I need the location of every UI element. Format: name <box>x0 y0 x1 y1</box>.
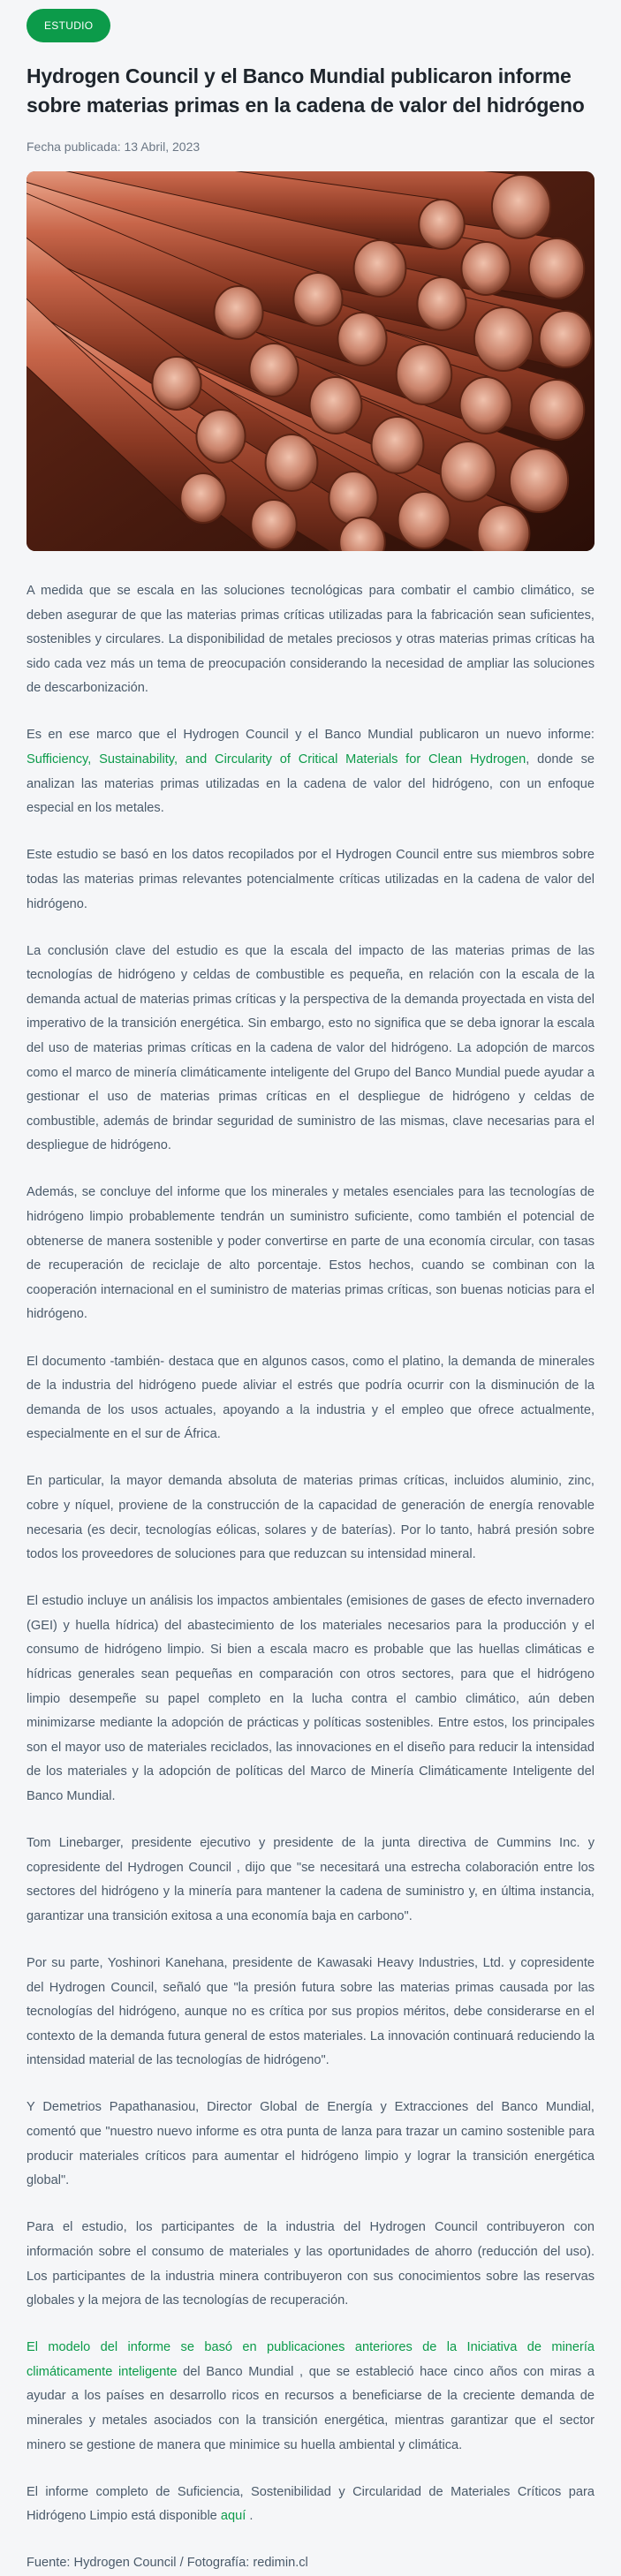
copper-rods-photo <box>27 171 594 551</box>
copper-rod-end <box>251 500 297 549</box>
paragraph: El estudio incluye un análisis los impactos ambientales (emisiones de gases de efecto invernadero (GEI) y huella hídrica) del abastecimiento de los materiales necesarios para la producción y el consumo de hidrógeno limpio. Si bien a escala macro es probable que las huellas climáticas e hídricas generales sean pequeñas en comparación con otros sectores, para que el hidrógeno limpio desempeñe su papel completo en la lucha contra el cambio climático, aún deben minimizarse mediante la adopción de prácticas y políticas sostenibles. Entre estos, los principales son el mayor uso de materiales reciclados, las innovaciones en el diseño para reducir la intensidad de los materiales y la adopción de políticas del Marco de Minería Climáticamente Inteligente del Banco Mundial. <box>27 1594 594 1804</box>
paragraph-text: . <box>246 2509 254 2524</box>
article-body <box>27 579 594 2576</box>
paragraph <box>27 2481 594 2529</box>
paragraph-text: , donde se analizan las materias primas utilizadas en la cadena de valor del hidrógeno, con un enfoque especial en los metales. <box>27 752 594 816</box>
paragraph: A medida que se escala en las soluciones tecnológicas para combatir el cambio climático, se deben asegurar de que las materias primas críticas utilizadas para la fabricación sean suficientes, sostenibles y circulares. La disponibilidad de metales preciosos y otras materias primas críticas ha sido cada vez más un tema de preocupación considerando la necesidad de ampliar las soluciones de descarbonización. <box>27 584 594 696</box>
copper-rod-end <box>417 277 466 330</box>
paragraph: Por su parte, Yoshinori Kanehana, presidente de Kawasaki Heavy Industries, Ltd. y copresidente del Hydrogen Council, señaló que "la presión futura sobre las materias primas causada por las tecnologías del hidrógeno, aunque no es crítica por sus propios méritos, debe considerarse en el contexto de la demanda futura general de estos materiales. La innovación continuará reduciendo la intensidad material de las tecnologías de hidrógeno". <box>27 1956 594 2068</box>
copper-rod-end <box>152 357 201 410</box>
copper-rod-end <box>329 472 377 525</box>
copper-rod-end <box>372 417 424 473</box>
paragraph: Tom Linebarger, presidente ejecutivo y presidente de la junta directiva de Cummins Inc. y copresidente del Hydrogen Council , dijo que "se necesitará una estrecha colaboración entre los sectores del hidrógeno y la minería para mantener la cadena de suministro y, en última instancia, garantizar una transición exitosa a una economía baja en carbono". <box>27 1836 594 1923</box>
copper-rod-end <box>474 307 533 371</box>
copper-rod-end <box>492 175 550 238</box>
paragraph <box>27 723 594 820</box>
copper-rod-end <box>249 344 298 397</box>
paragraph: Para el estudio, los participantes de la industria del Hydrogen Council contribuyeron con información sobre el consumo de materiales y las oportunidades de ahorro (reducción del uso). Los participantes de la industria minera contribuyeron con sus conocimientos sobre las reservas globales y la mejora de las tecnologías de recuperación. <box>27 2220 594 2308</box>
article-title: Hydrogen Council y el Banco Mundial publicaron informe sobre materias primas en la cadena de valor del hidrógeno <box>27 64 585 117</box>
paragraph: El documento -también- destaca que en algunos casos, como el platino, la demanda de minerales de la industria del hidrógeno puede aliviar el estrés que podría ocurrir con la disminución de la demanda de los usos actuales, apoyando a la industria y el empleo que ofrece actualmente, especialmente en el sur de África. <box>27 1354 594 1442</box>
copper-rod-end <box>441 442 496 502</box>
copper-rod-end <box>397 344 452 404</box>
publish-date: Fecha publicada: 13 Abril, 2023 <box>27 140 201 154</box>
copper-rod-end <box>529 380 585 440</box>
copper-rod-end <box>510 449 568 512</box>
copper-rod-end <box>478 505 530 551</box>
copper-rod-end <box>398 492 451 548</box>
paragraph: Este estudio se basó en los datos recopilados por el Hydrogen Council entre sus miembros sobre todas las materias primas relevantes potencialmente críticas utilizadas en la cadena de valor del hidrógeno. <box>27 848 594 911</box>
copper-rod-end <box>354 240 406 297</box>
copper-rod-end <box>310 377 362 434</box>
copper-rod-end <box>461 242 510 295</box>
copper-rod-end <box>180 473 226 523</box>
category-badge[interactable]: ESTUDIO <box>27 9 110 42</box>
copper-rod-end <box>337 313 386 366</box>
copper-rod-end <box>293 273 342 326</box>
paragraph-text: El informe completo de Suficiencia, Sostenibilidad y Circularidad de Materiales Críticos para Hidrógeno Limpio está disponible <box>27 2484 594 2524</box>
paragraph: La conclusión clave del estudio es que la escala del impacto de las materias primas de las tecnologías de hidrógeno y celdas de combustible es pequeña, en relación con la escala de la demanda actual de materias primas críticas y la perspectiva de la demanda proyectada en vista del imperativo de la transición energética. Sin embargo, esto no significa que se deba ignorar la escala del uso de materias primas críticas en la cadena de valor del hidrógeno. La adopción de marcos como el marco de minería climáticamente inteligente del Grupo del Banco Mundial puede ayudar a gestionar el uso de materias primas críticas en el despliegue de hidrógeno y celdas de combustible, además de brindar seguridad de suministro de las mismas, clave necesarias para el despliegue de hidrógeno. <box>27 943 594 1153</box>
hero-image <box>27 171 594 551</box>
report-link[interactable]: Sufficiency, Sustainability, and Circularity of Critical Materials for Clean Hydrogen <box>27 752 526 767</box>
paragraph: Y Demetrios Papathanasiou, Director Global de Energía y Extracciones del Banco Mundial, comentó que "nuestro nuevo informe es otra punta de lanza para trazar un camino sostenible para producir materiales críticos para aumentar el hidrógeno limpio y lograr la transición energética global". <box>27 2100 594 2188</box>
paragraph: En particular, la mayor demanda absoluta de materias primas críticas, incluidos aluminio, zinc, cobre y níquel, proviene de la construcción de la capacidad de generación de energía renovable necesaria (es decir, tecnologías eólicas, solares y de baterías). Por lo tanto, habrá presión sobre todos los proveedores de soluciones para que reduzcan su intensidad mineral. <box>27 1474 594 1562</box>
source-credit: Fuente: Hydrogen Council / Fotografía: redimin.cl <box>27 2556 308 2571</box>
copper-rod-end <box>419 200 465 249</box>
climate-smart-mining-link[interactable]: El modelo del informe se basó en publicaciones anteriores de la Iniciativa de minería climáticamente inteligente <box>27 2340 594 2379</box>
copper-rod-end <box>460 377 512 434</box>
full-report-link[interactable]: aquí <box>220 2509 246 2524</box>
paragraph <box>27 2336 594 2458</box>
paragraph: Además, se concluye del informe que los minerales y metales esenciales para las tecnologías de hidrógeno limpio probablemente tendrán un suministro suficiente, como también el potencial de obtenerse de manera sostenible y poder convertirse en parte de una economía circular, con tasas de recuperación de reciclaje de alto porcentaje. Estos hechos, cuando se combinan con la cooperación internacional en el suministro de materias primas críticas, son buenas noticias para el hidrógeno. <box>27 1185 594 1322</box>
copper-rod-end <box>196 410 245 463</box>
copper-rod-end <box>214 286 262 339</box>
copper-rod-end <box>540 311 592 367</box>
copper-rod-end <box>529 238 585 298</box>
paragraph-text: Es en ese marco que el Hydrogen Council y el Banco Mundial publicaron un nuevo informe: <box>27 728 594 743</box>
copper-rod-end <box>266 434 318 491</box>
paragraph-text: del Banco Mundial , que se estableció hace cinco años con miras a ayudar a los países en desarrollo ricos en recursos a beneficiarse de la creciente demanda de minerales y metales asociados con la transición energética, mientras garantizar que el sector minero se gestione de manera que minimice su huella ambiental y climática. <box>27 2364 594 2452</box>
